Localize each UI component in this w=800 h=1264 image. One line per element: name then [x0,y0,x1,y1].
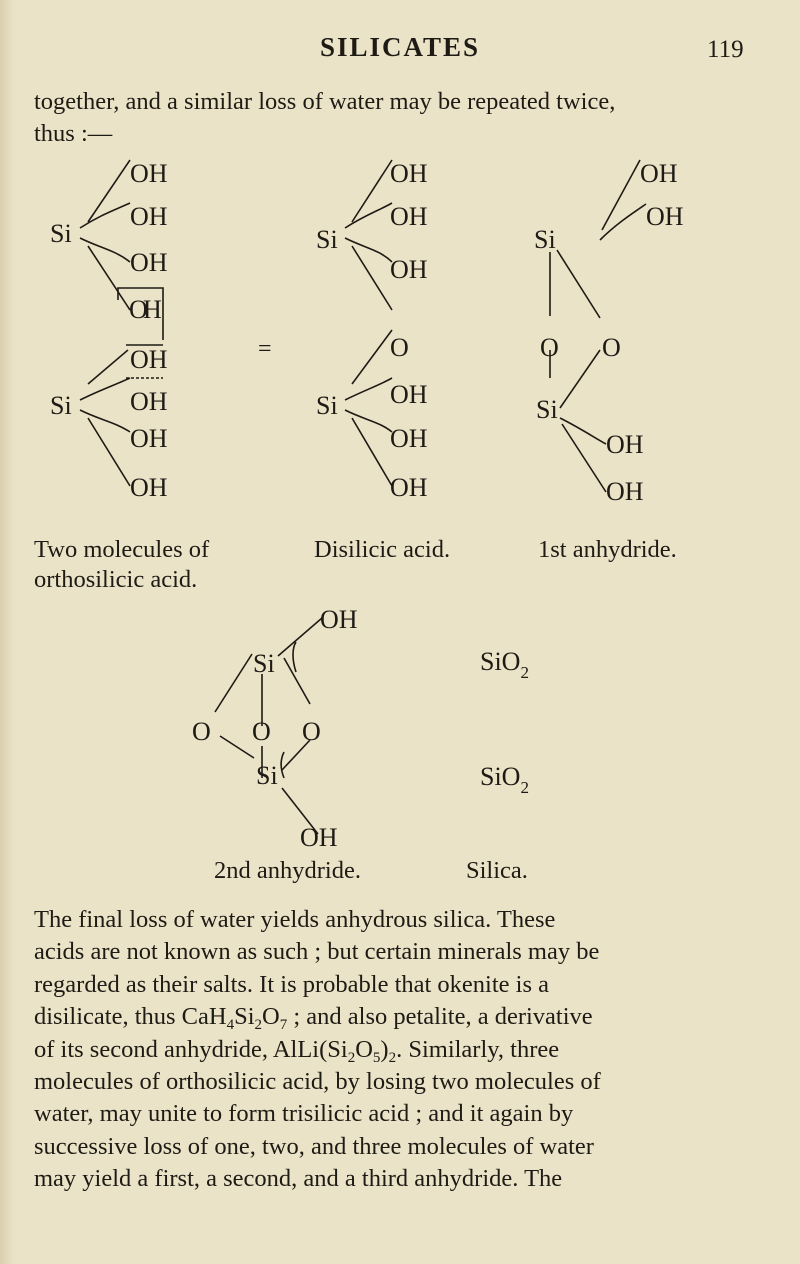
formula-si: Si [256,761,278,790]
caption-disilicic: Disilicic acid. [314,536,451,563]
formula-o: O [302,717,321,746]
formula-si: Si [316,391,338,420]
formula-oh: OH [390,159,428,188]
formula-oh: OH [390,473,428,502]
body-line: acids are not known as such ; but certain minerals may be [34,938,600,966]
formula-o: O [192,717,211,746]
formula-si: Si [534,225,556,254]
formula-oh: OH [606,430,644,459]
formula-oh: OH [130,159,168,188]
bond [560,350,600,408]
intro-line-2: thus :— [34,120,113,148]
bond [345,203,392,228]
bond [88,350,128,384]
formula-oh: OH [130,473,168,502]
body-line: may yield a first, a second, and a third anhydride. The [34,1165,563,1193]
running-title: SILICATES [319,32,481,62]
formula-oh: OH [606,477,644,506]
formula-oh: OH [130,387,168,416]
formula-o: O [540,333,559,362]
formula-oh: OH [130,345,168,374]
bond [345,238,392,262]
formula-oh: OH [390,255,428,284]
bond [281,752,284,778]
body-line: molecules of orthosilicic acid, by losing two molecules of [34,1068,601,1096]
caption-first-anhydride: 1st anhydride. [538,536,677,563]
formula-si: Si [253,649,275,678]
page-number: 119 [707,36,744,63]
formula-oh: OH [390,424,428,453]
caption-line: orthosilicic acid. [34,566,198,593]
formula-o: O [129,295,148,324]
formula-oh: OH [130,424,168,453]
formula-o: O [252,717,271,746]
formula-si: Si [50,219,72,248]
bond [345,410,392,432]
caption-orthosilicic [34,535,209,595]
bond [278,618,322,656]
bond [80,203,130,228]
body-line: successive loss of one, two, and three molecules of water [34,1132,594,1160]
bond [345,378,392,400]
formula-sio2: SiO$_2$ [480,762,529,797]
body-line: of its second anhydride, $AlLi(Si_2O_5)_2$. Similarly, three [34,1035,560,1066]
bond [352,330,392,384]
formula-o: O [602,333,621,362]
bond [284,658,310,704]
formula-oh: OH [300,823,338,852]
formula-oh: OH [390,380,428,409]
formula-h: H [143,295,162,324]
formula-si: Si [50,391,72,420]
formula-oh: OH [320,605,358,634]
formula-oh: OH [646,202,684,231]
bond [80,410,130,432]
bond [220,736,254,758]
intro-line-1: together, and a similar loss of water may be repeated twice, [34,88,616,115]
caption-line: Two molecules of [34,536,210,563]
formula-sio2: SiO$_2$ [480,647,529,682]
body-line: The final loss of water yields anhydrous silica. These [34,906,556,933]
bond [215,654,252,712]
bond [557,250,600,318]
body-line: regarded as their salts. It is probable that okenite is a [34,970,550,998]
bond [88,246,130,310]
formula-oh: OH [130,202,168,231]
bond [352,246,392,310]
bond [80,378,130,400]
formula-o: O [390,333,409,362]
bond [80,238,130,262]
caption-silica: Silica. [466,857,528,884]
formula-oh: OH [390,202,428,231]
formula-oh: OH [640,159,678,188]
caption-second-anhydride: 2nd anhydride. [214,857,361,884]
bond [293,642,296,672]
bond [602,160,640,230]
body-line: water, may unite to form trisilicic acid ; and it again by [34,1100,574,1128]
bond [562,424,606,492]
formula-equals: = [258,336,272,362]
body-paragraph [34,904,738,1196]
formula-si: Si [536,395,558,424]
formula-oh: OH [130,248,168,277]
body-line: disilicate, thus $CaH_4Si_2O_7$ ; and also petalite, a derivative [34,1003,593,1034]
formula-si: Si [316,225,338,254]
